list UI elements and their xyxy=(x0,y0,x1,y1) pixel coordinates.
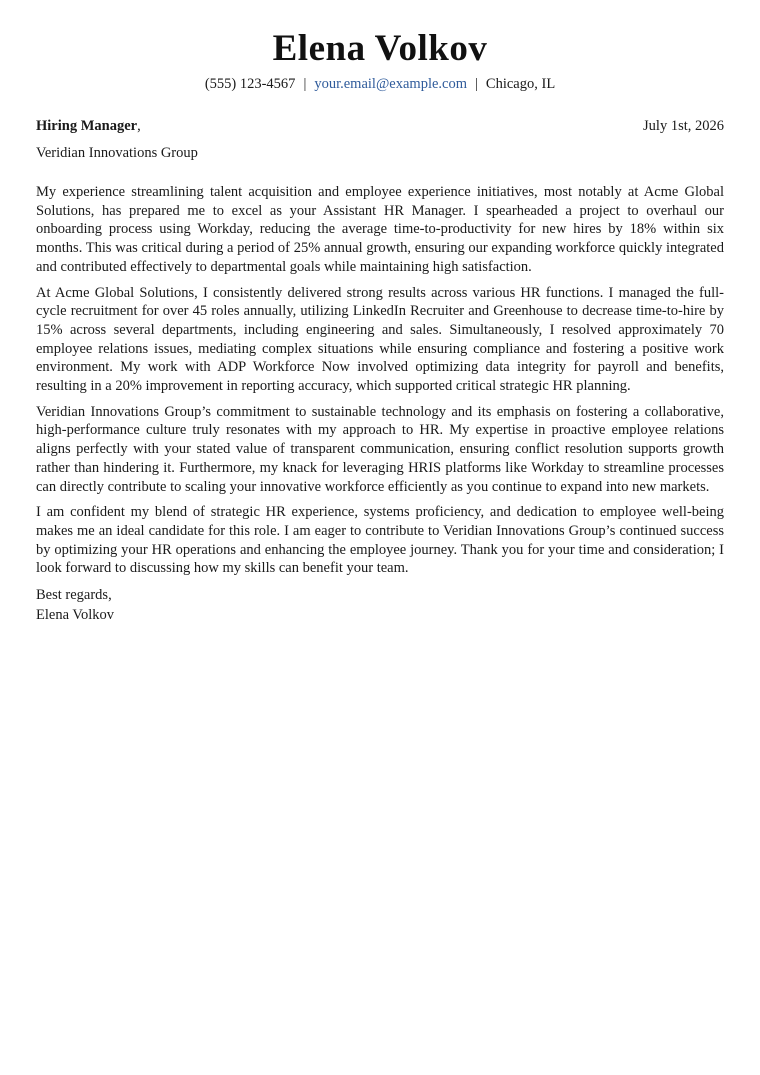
body-paragraph-1: My experience streamlining talent acquisition and employee experience initiatives, most notably at Acme Global Solutions, has prepared me to excel as your Assistant HR Manager. I spearheaded a project to overhaul our onboarding process using Workday, reducing the average time-to-productivity for new hires by 18% within six months. This was critical during a period of 25% annual growth, ensuring our expanding workforce quickly integrated and contributed effectively to departmental goals while maintaining high satisfaction. xyxy=(36,184,724,275)
recipient-company: Veridian Innovations Group xyxy=(36,145,198,161)
closing-phrase: Best regards, xyxy=(36,587,112,604)
body-paragraph-4: I am confident my blend of strategic HR experience, systems proficiency, and dedication to employee well-being makes me an ideal candidate for this role. I am eager to contribute to Veridian Innovations Group’s continued success by optimizing your HR operations and enhancing the employee journey. Thank you for your time and consideration; I look forward to discussing how my skills can benefit your team. xyxy=(36,504,724,577)
phone-number: (555) 123-4567 xyxy=(204,76,296,92)
body-paragraph-2: At Acme Global Solutions, I consistently delivered strong results across various HR functions. I managed the full-cycle recruitment for over 45 roles annually, utilizing LinkedIn Recruiter and Greenhouse to decrease time-to-hire by 15% across several departments, including engineering and sales. Simultaneously, I resolved approximately 70 employee relations issues, mediating complex situations while ensuring compliance and fostering a positive work environment. My work with ADP Workforce Now involved optimizing data integrity for payroll and benefits, resulting in a 20% improvement in reporting accuracy, which supported critical strategic HR planning. xyxy=(36,284,724,395)
location: Chicago, IL xyxy=(485,76,556,92)
letter-closing xyxy=(36,585,724,625)
signature-name: Elena Volkov xyxy=(36,607,115,624)
contact-line xyxy=(36,74,724,94)
applicant-name: Elena Volkov xyxy=(272,28,488,69)
recipient xyxy=(36,116,141,136)
contact-separator: | xyxy=(475,76,478,92)
letter-body xyxy=(36,183,724,578)
recipient-punct: , xyxy=(137,118,141,134)
salutation-date-row xyxy=(36,116,724,136)
body-paragraph-3: Veridian Innovations Group’s commitment to sustainable technology and its emphasis on fostering a collaborative, high-performance culture truly resonates with my approach to HR. My expertise in proactive employee relations aligns perfectly with your stated value of transparent communication, ensuring conflict resolution supports growth rather than hindering it. Furthermore, my knack for leveraging HRIS platforms like Workday to streamline processes can directly contribute to scaling your innovative workforce efficiently as you continue to expand into new markets. xyxy=(36,403,724,495)
email-link[interactable]: your.email@example.com xyxy=(314,76,468,92)
contact-separator: | xyxy=(303,76,307,92)
recipient-name: Hiring Manager xyxy=(36,118,138,134)
letter-date: July 1st, 2026 xyxy=(643,118,724,134)
